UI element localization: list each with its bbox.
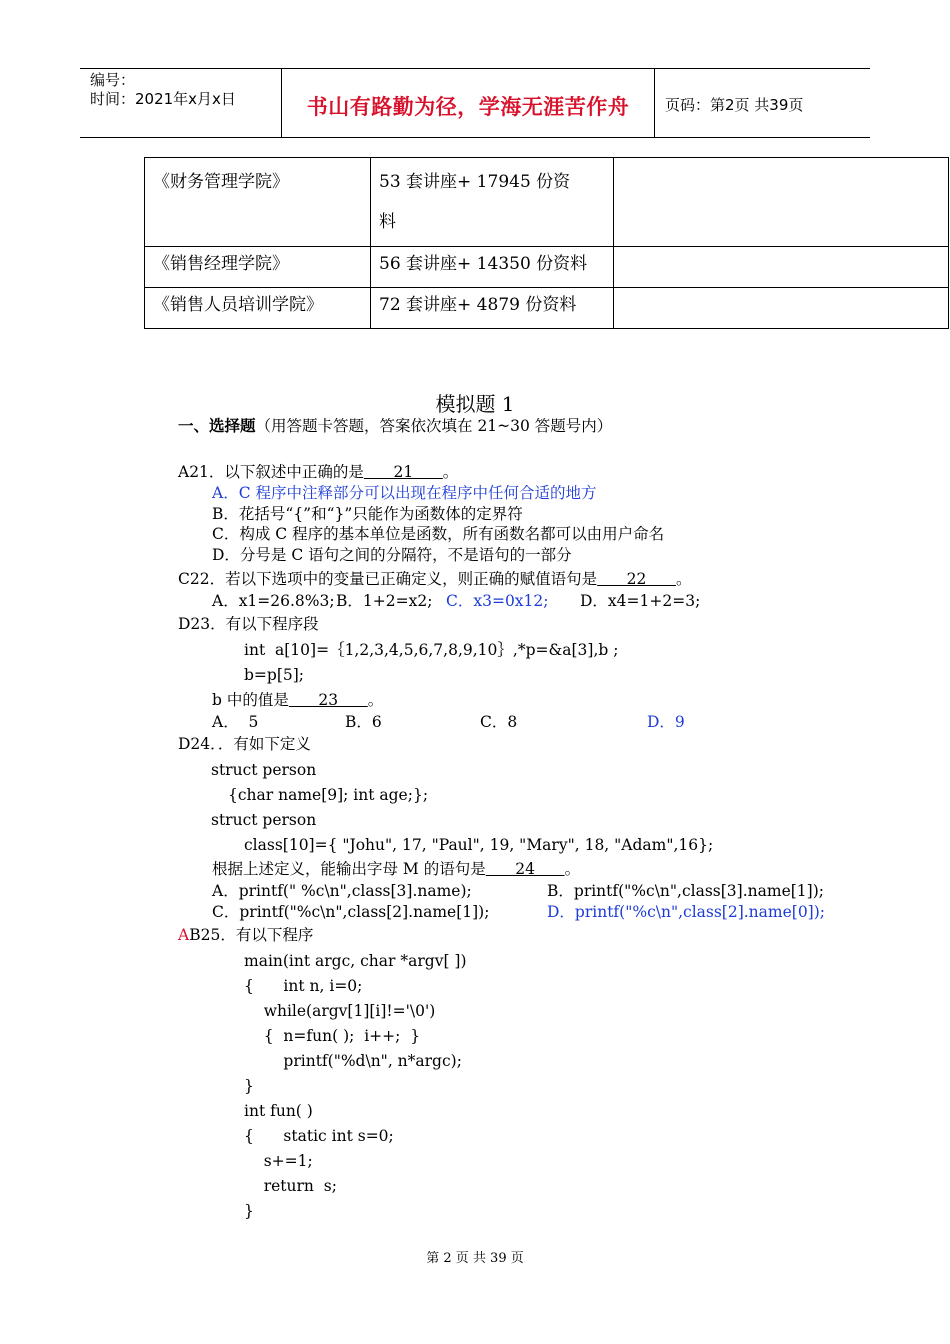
option-d: D．9 <box>647 713 685 731</box>
table-row <box>145 288 949 329</box>
option-a: A．C 程序中注释部分可以出现在程序中任何合适的地方 <box>212 484 597 502</box>
library-table <box>144 157 949 329</box>
table-cell-extra <box>614 158 949 247</box>
question-stem <box>178 462 458 482</box>
section-note: （用答题卡答题，答案依次填在 21~30 答题号内） <box>255 417 613 435</box>
code-line: } <box>244 1202 254 1220</box>
code-line: } <box>244 1077 254 1095</box>
code-line: struct person <box>211 761 317 779</box>
answer-blank: 23 <box>288 691 368 709</box>
table-cell-extra <box>614 247 949 288</box>
section-head: 一、选择题 <box>178 417 256 435</box>
code-line: while(argv[1][i]!='\0') <box>244 1002 436 1020</box>
option-a: A．printf(" %c\n",class[3].name); <box>212 882 472 900</box>
section-heading <box>178 414 612 436</box>
option-b: B．printf("%c\n",class[3].name[1]); <box>547 882 824 900</box>
header-page-info: 页码：第2页 共39页 <box>665 96 804 114</box>
table-cell-name: 《销售经理学院》 <box>145 247 371 288</box>
answer-blank: 24 <box>485 860 565 878</box>
code-line: { static int s=0; <box>244 1127 394 1145</box>
code-line: s+=1; <box>244 1152 313 1170</box>
stem-text: A21．以下叙述中正确的是 <box>178 463 364 481</box>
question-ask <box>212 690 383 710</box>
answer-blank: 21 <box>363 463 443 481</box>
header-time-label: 时间：2021年x月x日 <box>90 90 236 108</box>
option-a: A． 5 <box>212 713 259 731</box>
option-c: C．8 <box>480 713 518 731</box>
stem-text: 根据上述定义，能输出字母 M 的语句是 <box>212 860 486 878</box>
table-cell-name: 《销售人员培训学院》 <box>145 288 371 329</box>
option-a: A．x1=26.8%3; <box>212 592 335 610</box>
code-line: int fun( ) <box>244 1102 313 1120</box>
code-line: b=p[5]; <box>244 666 305 684</box>
code-line: main(int argc, char *argv[ ]) <box>244 952 467 970</box>
stem-text: B25．有以下程序 <box>189 926 314 944</box>
option-c: C．printf("%c\n",class[2].name[1]); <box>212 903 490 921</box>
page-header <box>80 68 870 138</box>
table-row <box>145 247 949 288</box>
question-ask <box>212 859 580 879</box>
option-d: D．printf("%c\n",class[2].name[0]); <box>547 903 826 921</box>
question-stem: D23．有以下程序段 <box>178 615 319 633</box>
desc-line: 53 套讲座+ 17945 份资 <box>379 172 571 192</box>
option-d: D．x4=1+2=3; <box>580 592 701 610</box>
option-b: B．1+2=x2; <box>336 592 433 610</box>
exam-title: 模拟题 1 <box>435 392 515 416</box>
stem-text: 。 <box>367 691 384 709</box>
stem-text: b 中的值是 <box>212 691 289 709</box>
option-c: C．构成 C 程序的基本单位是函数，所有函数名都可以由用户命名 <box>212 525 665 543</box>
code-line: { n=fun( ); i++; } <box>244 1027 421 1045</box>
stem-text: 。 <box>442 463 459 481</box>
code-line: {char name[9]; int age;}; <box>228 786 429 804</box>
code-line: class[10]={ "Johu", 17, "Paul", 19, "Mary", 18, "Adam",16}; <box>244 836 714 854</box>
answer-blank: 22 <box>597 570 676 588</box>
header-divider <box>654 69 655 137</box>
code-line: int a[10]=｛1,2,3,4,5,6,7,8,9,10｝,*p=&a[3],b ; <box>244 641 619 659</box>
option-b: B．花括号“{”和“}”只能作为函数体的定界符 <box>212 505 523 523</box>
question-stem <box>178 569 691 589</box>
header-motto: 书山有路勤为径，学海无涯苦作舟 <box>306 95 630 119</box>
code-line: printf("%d\n", n*argc); <box>244 1052 462 1070</box>
desc-line: 料 <box>379 212 396 232</box>
code-line: struct person <box>211 811 317 829</box>
header-meta <box>90 71 236 109</box>
option-c: C．x3=0x12; <box>446 592 549 610</box>
code-line: return s; <box>244 1177 337 1195</box>
stem-text: C22．若以下选项中的变量已正确定义，则正确的赋值语句是 <box>178 570 598 588</box>
code-line: { int n, i=0; <box>244 977 363 995</box>
table-row <box>145 158 949 247</box>
stem-text: 。 <box>564 860 581 878</box>
table-cell-name: 《财务管理学院》 <box>145 158 371 247</box>
header-number-label: 编号： <box>90 71 136 89</box>
marked-answer: A <box>178 926 190 944</box>
option-d: D．分号是 C 语句之间的分隔符，不是语句的一部分 <box>212 546 572 564</box>
table-cell-extra <box>614 288 949 329</box>
stem-text: 。 <box>675 570 692 588</box>
table-cell-desc: 72 套讲座+ 4879 份资料 <box>371 288 614 329</box>
option-b: B．6 <box>345 713 382 731</box>
page-footer: 第 2 页 共 39 页 <box>426 1251 524 1266</box>
table-cell-desc <box>371 158 614 247</box>
question-stem: D24．．有如下定义 <box>178 735 311 753</box>
question-stem <box>178 925 313 945</box>
table-cell-desc: 56 套讲座+ 14350 份资料 <box>371 247 614 288</box>
